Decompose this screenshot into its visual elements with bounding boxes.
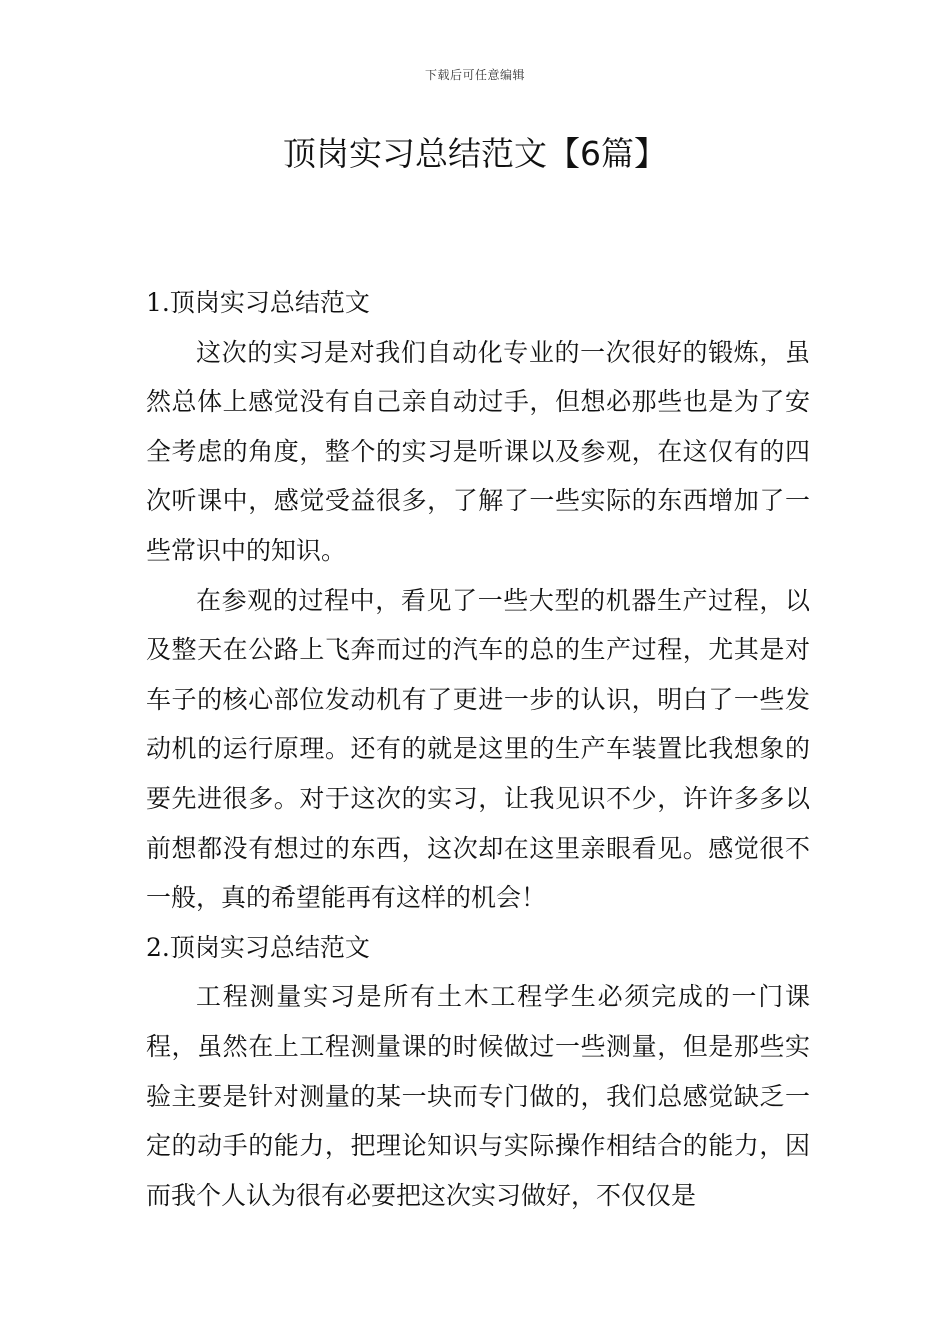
header-note: 下载后可任意编辑: [424, 68, 525, 82]
document-body: [146, 278, 810, 1220]
section-2: [146, 923, 810, 1221]
section-1: [146, 278, 810, 923]
paragraph: 这次的实习是对我们自动化专业的一次很好的锻炼，虽然总体上感觉没有自己亲自动过手，但想必那些也是为了安全考虑的角度，整个的实习是听课以及参观，在这仅有的四次听课中，感觉受益很多，了解了一些实际的东西增加了一些常识中的知识。: [146, 337, 810, 565]
document-title: 顶岗实习总结范文【6篇】: [283, 134, 667, 173]
section-heading: 1.顶岗实习总结范文: [146, 288, 370, 317]
paragraph: 在参观的过程中，看见了一些大型的机器生产过程，以及整天在公路上飞奔而过的汽车的总的生产过程，尤其是对车子的核心部位发动机有了更进一步的认识，明白了一些发动机的运行原理。还有的就是这里的生产车装置比我想象的要先进很多。对于这次的实习，让我见识不少，许许多多以前想都没有想过的东西，这次却在这里亲眼看见。感觉很不一般，真的希望能再有这样的机会！: [146, 585, 810, 913]
paragraph: 工程测量实习是所有土木工程学生必须完成的一门课程，虽然在上工程测量课的时候做过一些测量，但是那些实验主要是针对测量的某一块而专门做的，我们总感觉缺乏一定的动手的能力，把理论知识与实际操作相结合的能力，因而我个人认为很有必要把这次实习做好，不仅仅是: [146, 982, 810, 1210]
section-heading: 2.顶岗实习总结范文: [146, 932, 370, 962]
